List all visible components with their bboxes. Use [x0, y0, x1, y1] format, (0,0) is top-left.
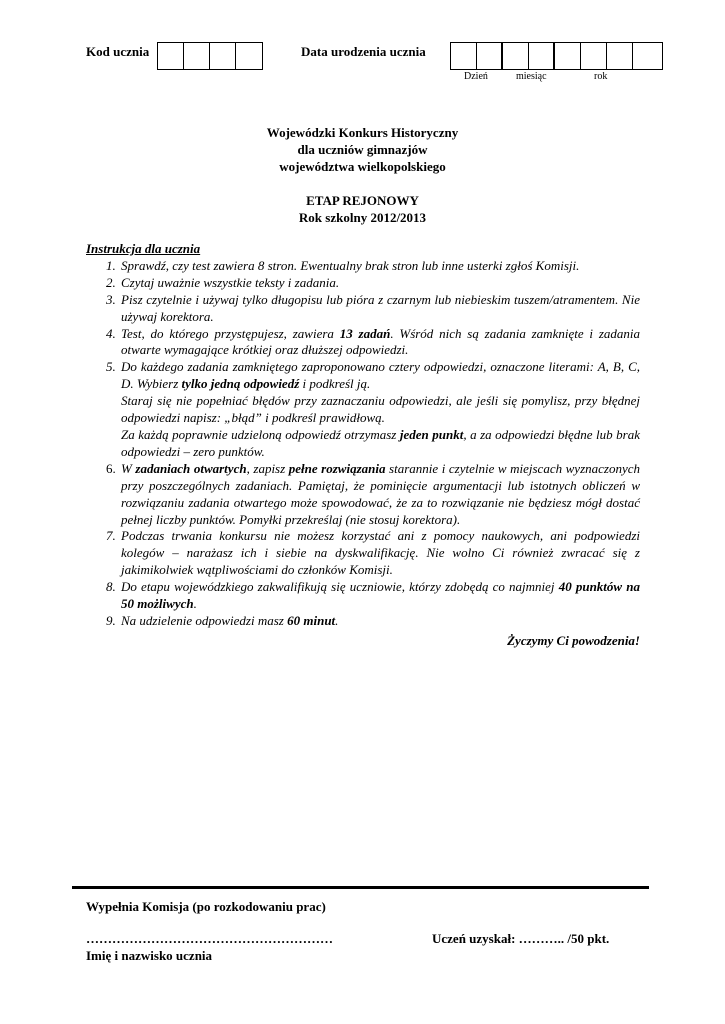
student-code-boxes[interactable] [157, 42, 263, 70]
contest-title: Wojewódzki Konkurs Historyczny [266, 125, 459, 140]
student-code-label: Kod ucznia [86, 44, 150, 59]
instructions [86, 241, 640, 650]
instruction-item: 4. Test, do którego przystępujesz, zawiera 13 zadań. Wśród nich są zadania zamknięte i zadania otwarte wymagające krótkiej oraz dłuższej odpowiedzi. [106, 325, 640, 358]
instruction-paragraph: Staraj się nie popełniać błędów przy zaznaczaniu odpowiedzi, ale jeśli się pomylisz, przy błędnej odpowiedzi napisz: „błąd” i podkreśl prawidłową. [121, 393, 640, 426]
instruction-item: 1. Sprawdź, czy test zawiera 8 stron. Ewentualny brak stron lub inne usterki zgłoś Komisji. [106, 257, 580, 273]
school-year: Rok szkolny 2012/2013 [298, 210, 427, 225]
footer-divider [72, 886, 649, 889]
contest-region: województwa wielkopolskiego [279, 159, 446, 174]
instruction-item: 9. Na udzielenie odpowiedzi masz 60 minut. [106, 612, 339, 628]
instruction-item: 8. Do etapu wojewódzkiego zakwalifikują się uczniowie, którzy zdobędą co najmniej 40 punktów na 50 możliwych. [106, 579, 640, 612]
birth-date-label: Data urodzenia ucznia [301, 44, 426, 59]
score-field[interactable]: Uczeń uzyskał: ……….. /50 pkt. [432, 931, 610, 946]
instruction-item: 7. Podczas trwania konkursu nie możesz korzystać ani z pomocy naukowych, ani podpowiedzi kolegów – narażasz ich i siebie na dyskwalifikację. Nie wolno Ci również zwracać się z jakimikolwiek wątpliwościami do członków Komisji. [106, 528, 640, 578]
instructions-heading: Instrukcja dla ucznia [86, 241, 201, 256]
student-name-label: Imię i nazwisko ucznia [86, 948, 213, 963]
instruction-item: 3. Pisz czytelnie i używaj tylko długopisu lub pióra z czarnym lub niebieskim tuszem/atramentem. Nie używaj korektora. [106, 291, 640, 324]
year-label: rok [594, 71, 608, 82]
instruction-item: 6. W zadaniach otwartych, zapisz pełne rozwiązania starannie i czytelnie w miejscach wyznaczonych przy poszczególnych zadaniach. Pamiętaj, że pominięcie argumentacji lub istotnych obliczeń w rozwiązaniu zadania otwartego może spowodować, że za to rozwiązanie nie będziesz mógł dostać pełnej liczby punktów. Pomyłki przekreślaj (nie stosuj korektora). [106, 460, 641, 527]
instruction-item: 2. Czytaj uważnie wszystkie teksty i zadania. [106, 274, 340, 290]
contest-audience: dla uczniów gimnazjów [297, 142, 428, 157]
day-label: Dzień [464, 71, 488, 82]
month-label: miesiąc [516, 71, 547, 82]
stage-title: ETAP REJONOWY [306, 193, 419, 208]
student-name-field[interactable]: ………………………………………………… [86, 931, 333, 946]
instruction-item: 5. Do każdego zadania zamkniętego zaproponowano cztery odpowiedzi, oznaczone literami: A, B, C, D. Wybierz tylko jedną odpowiedź i podkreśl ją. [106, 359, 640, 392]
committee-label: Wypełnia Komisja (po rozkodowaniu prac) [86, 899, 326, 914]
birth-date-boxes[interactable] [450, 42, 663, 70]
instruction-paragraph: Za każdą poprawnie udzieloną odpowiedź otrzymasz jeden punkt, a za odpowiedzi błędne lub brak odpowiedzi – zero punktów. [121, 426, 640, 459]
good-luck-wish: Życzymy Ci powodzenia! [507, 632, 640, 648]
